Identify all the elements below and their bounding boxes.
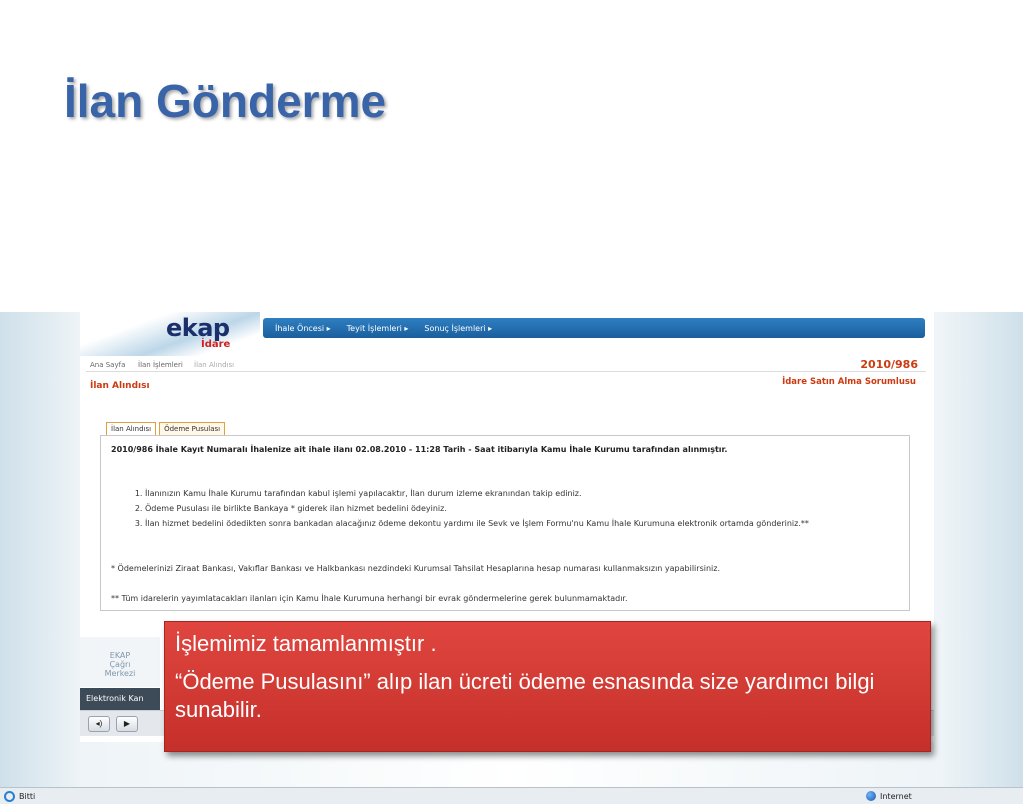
record-number: 2010/986 bbox=[860, 358, 918, 371]
breadcrumb-item-current: İlan Alındısı bbox=[194, 361, 235, 369]
footnote-1: * Ödemelerinizi Ziraat Bankası, Vakıflar Bankası ve Halkbankası nezdindeki Kurumsal Tahsilat Hesaplarına hesap numarası kullanmaksızın yapabilirsiniz. bbox=[111, 564, 720, 573]
steps-list bbox=[127, 486, 887, 531]
ekap-logo[interactable]: ekap bbox=[166, 314, 230, 342]
footnote-2: ** Tüm idarelerin yayımlatacakları ilanları için Kamu İhale Kurumuna herhangi bir evrak göndermelerine gerek bulunmamaktadır. bbox=[111, 594, 628, 603]
call-center-line: Merkezi bbox=[104, 669, 136, 678]
list-item: 1. İlanınızın Kamu İhale Kurumu tarafından kabul işlemi yapılacaktır, İlan durum izleme ekranından takip ediniz. bbox=[145, 486, 887, 501]
tab-bar bbox=[106, 422, 225, 436]
nav-item-ihale-oncesi[interactable]: İhale Öncesi ▸ bbox=[275, 323, 331, 333]
callout-line-2: “Ödeme Pusulasını” alıp ilan ücreti ödeme esnasında size yardımcı bilgi sunabilir. bbox=[175, 669, 875, 722]
call-center-line: EKAP bbox=[109, 651, 131, 660]
nav-item-sonuc[interactable]: Sonuç İşlemleri ▸ bbox=[424, 323, 493, 333]
call-center-line: Çağrı bbox=[109, 660, 131, 669]
nav-item-teyit[interactable]: Teyit İşlemleri ▸ bbox=[346, 323, 409, 333]
breadcrumb bbox=[86, 358, 926, 372]
volume-icon[interactable]: ◂) bbox=[88, 716, 110, 732]
notice-panel bbox=[100, 435, 910, 611]
breadcrumb-item-ilan-islemleri[interactable]: İlan İşlemleri bbox=[138, 361, 183, 369]
browser-icon bbox=[4, 791, 15, 802]
side-link[interactable]: Elektronik Kan bbox=[80, 688, 160, 710]
ekap-logo-sub: İdare bbox=[201, 339, 231, 350]
status-zone bbox=[866, 791, 912, 801]
callout-line-1: İşlemimiz tamamlanmıştır . bbox=[175, 631, 437, 656]
status-left bbox=[4, 791, 35, 802]
ekap-header bbox=[80, 312, 934, 356]
callout-box bbox=[164, 621, 931, 752]
user-role: İdare Satın Alma Sorumlusu bbox=[782, 377, 916, 387]
slide-title: İlan Gönderme bbox=[64, 75, 387, 127]
call-center-box[interactable] bbox=[80, 637, 160, 687]
top-nav bbox=[263, 318, 925, 338]
breadcrumb-item-home[interactable]: Ana Sayfa bbox=[90, 361, 126, 369]
play-icon[interactable]: ▶ bbox=[116, 716, 138, 732]
zone-text: Internet bbox=[880, 791, 912, 801]
page-heading: İlan Alındısı bbox=[90, 381, 150, 391]
notice-lead: 2010/986 İhale Kayıt Numaralı İhalenize ait ihale ilanı 02.08.2010 - 11:28 Tarih - Saat itibarıyla Kamu İhale Kurumu tarafından alınmıştır. bbox=[111, 445, 728, 454]
status-bar bbox=[0, 787, 1023, 804]
globe-icon bbox=[866, 791, 876, 801]
status-text: Bitti bbox=[19, 792, 36, 801]
tab-ilan-alindisi[interactable]: İlan Alındısı bbox=[106, 422, 156, 436]
list-item: 2. Ödeme Pusulası ile birlikte Bankaya * giderek ilan hizmet bedelini ödeyiniz. bbox=[145, 501, 887, 516]
list-item: 3. İlan hizmet bedelini ödedikten sonra bankadan alacağınız ödeme dekontu yardımı ile Sevk ve İşlem Formu'nu Kamu İhale Kurumuna elektronik ortamda gönderiniz.** bbox=[145, 516, 887, 531]
tab-odeme-pusulasi[interactable]: Ödeme Pusulası bbox=[159, 422, 225, 436]
